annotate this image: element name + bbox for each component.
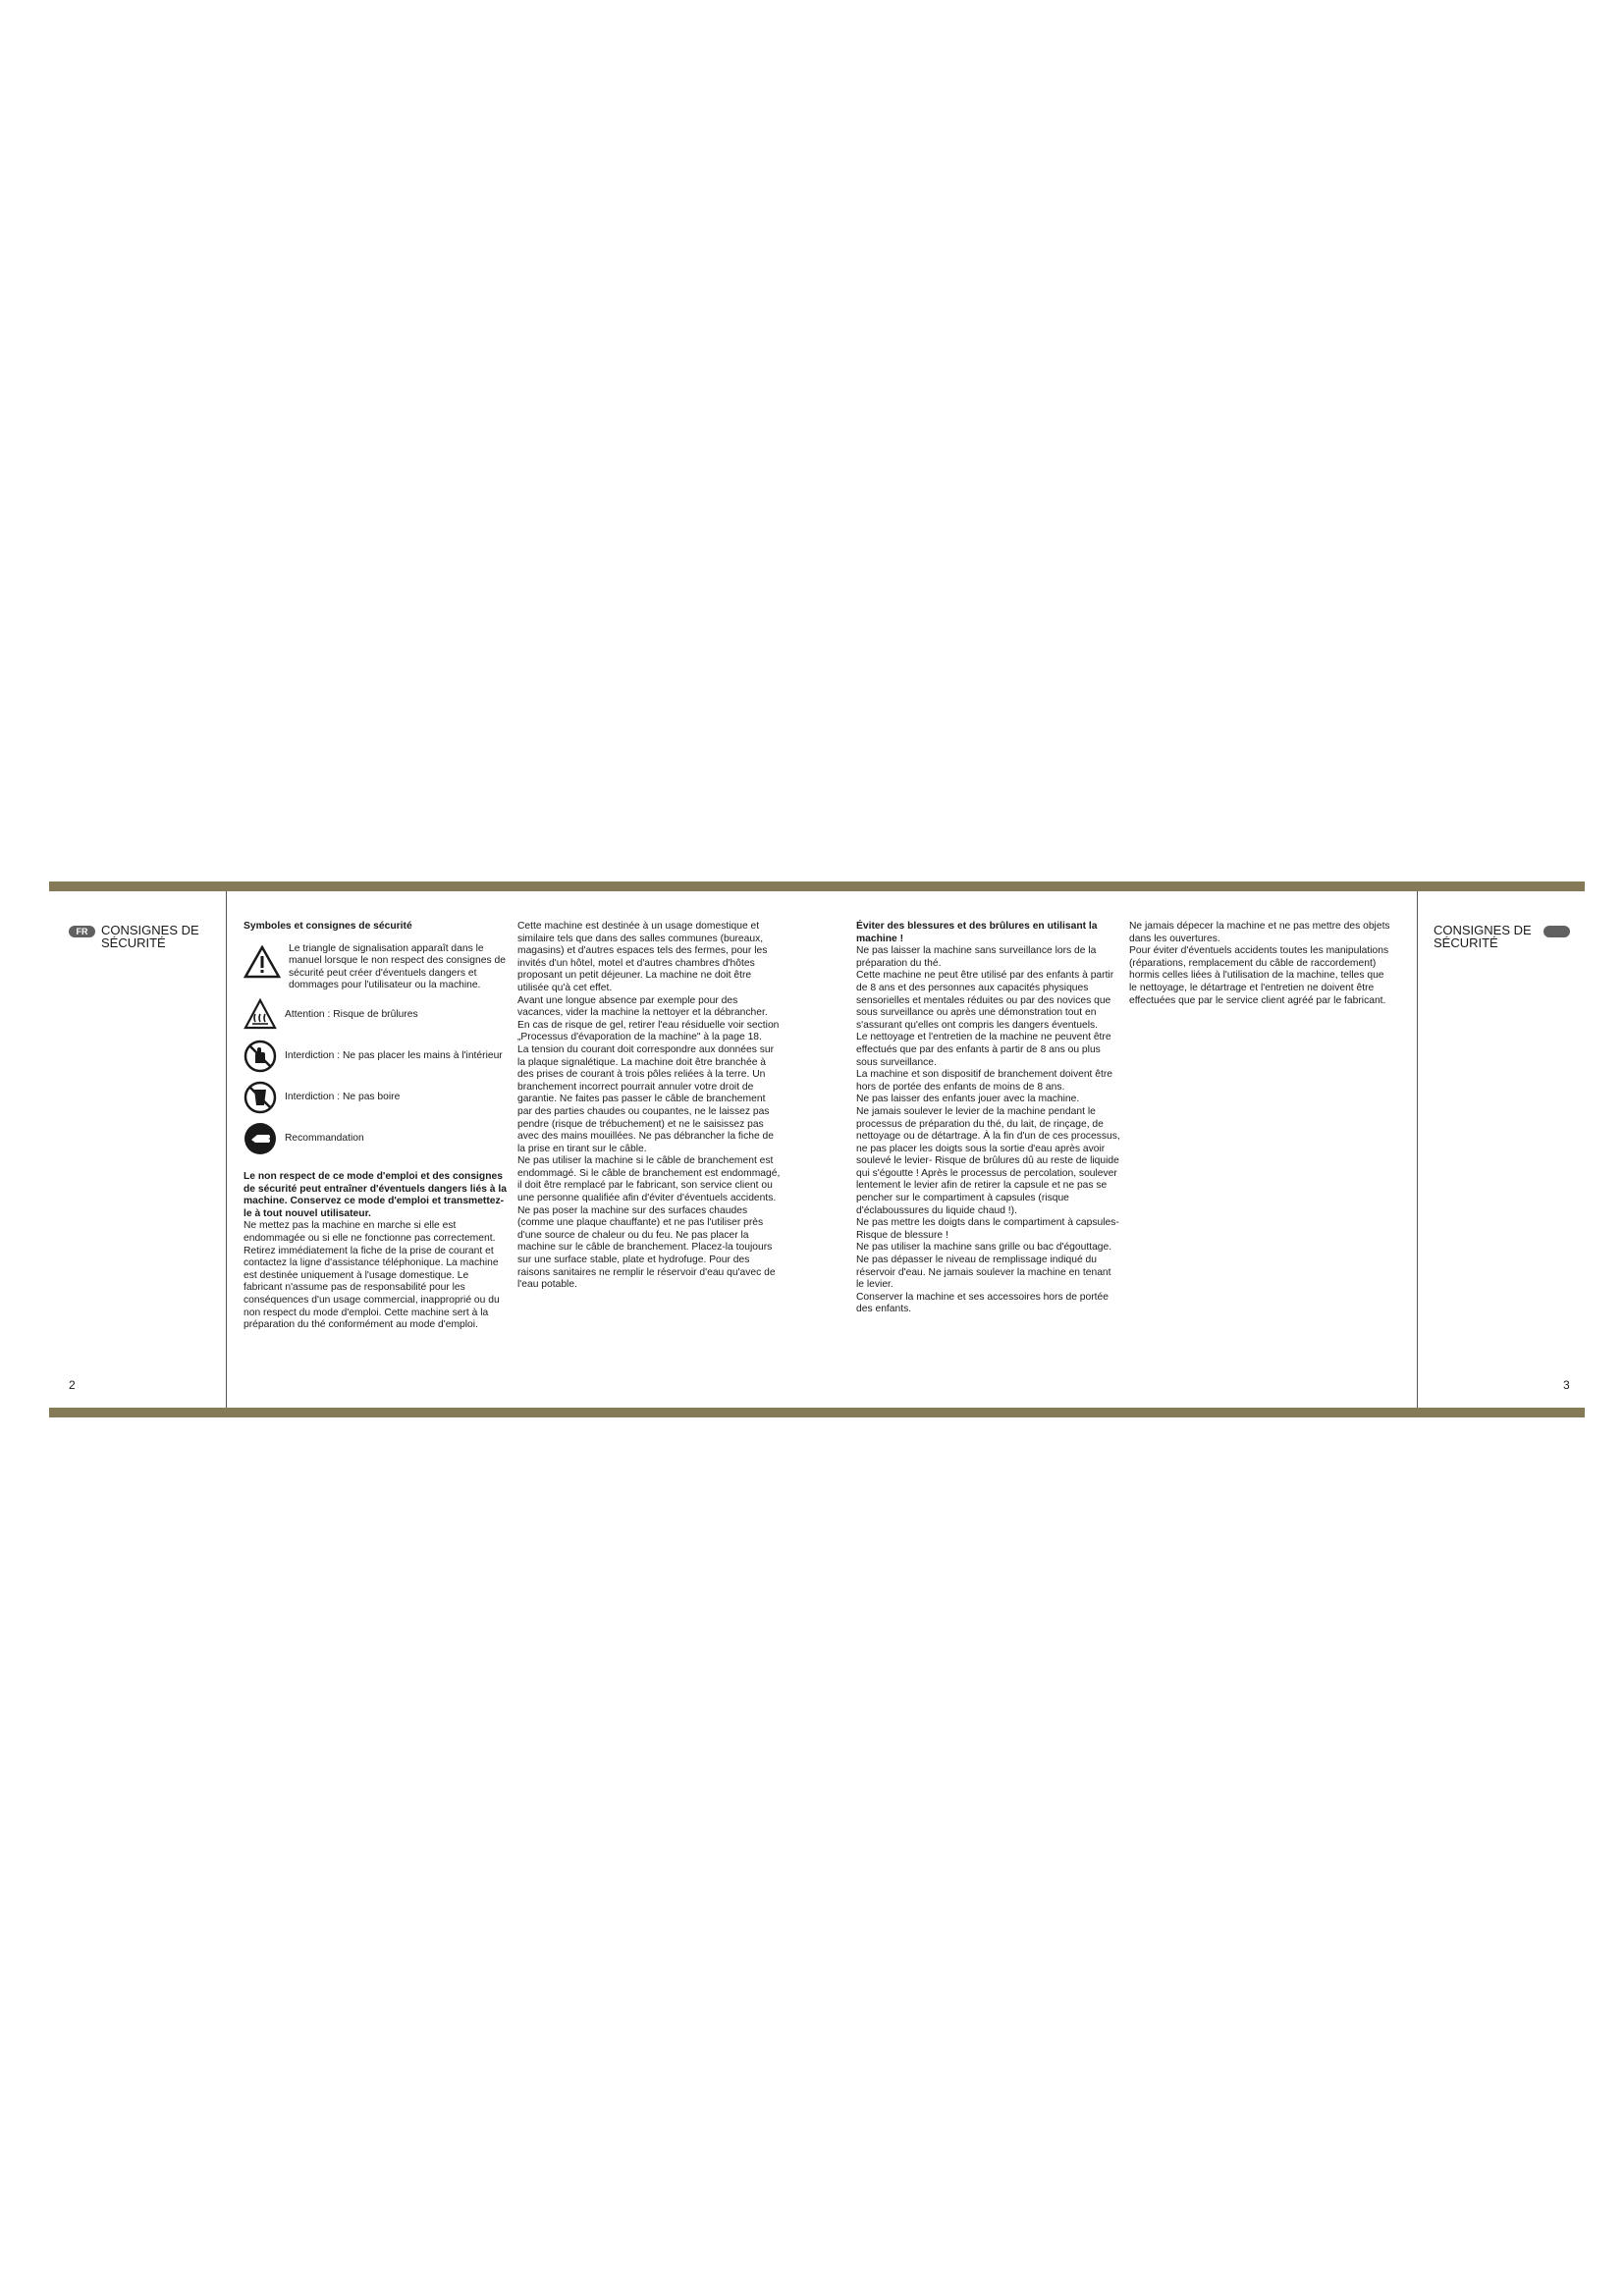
paragraph: Le nettoyage et l'entretien de la machine ne peuvent être effectués que par des enfants à partir de 8 ans ou plus sous surveillance. — [856, 1032, 1111, 1068]
left-section-header — [69, 925, 216, 949]
section-title-line2: SÉCURITÉ — [101, 934, 166, 950]
paragraph: Ne jamais dépecer la machine et ne pas mettre des objets dans les ouvertures. — [1129, 921, 1390, 944]
right-section-header — [1434, 925, 1581, 949]
bold-warning: Le non respect de ce mode d'emploi et des consignes de sécurité peut entraîner d'éventuels dangers liés à la machine. Conservez ce mode d'emploi et transmettez-le à tout nouvel utilisateur. — [244, 1170, 507, 1219]
paragraph: Ne jamais soulever le levier de la machine pendant le processus de préparation du thé, du lait, de rinçage, de nettoyage ou de détartrage. À la fin d'un de ces processus, ne pas placer les doigts sous la sortie d'eau après avoir soulevé le levier- Risque de brûlures dû au reste de liquide qui s'égoutte ! Après le processus de percolation, soulever lentement le levier afin de retirer la capsule et ne pas se pencher sur le compartiment à capsules (risque d'éclaboussures du liquide chaud !). — [856, 1105, 1120, 1216]
language-badge: FR — [69, 926, 95, 937]
paragraph: Ne pas mettre les doigts dans le compartiment à capsules- Risque de blessure ! — [856, 1217, 1119, 1241]
no-hands-icon — [244, 1040, 277, 1073]
section-title-line1: CONSIGNES DE — [1434, 923, 1532, 937]
column-2 — [517, 921, 783, 1292]
top-accent-bar — [49, 881, 1585, 891]
column-4 — [1129, 921, 1394, 1007]
section-title-line1: CONSIGNES DE — [101, 923, 199, 937]
column-1 — [244, 921, 507, 1332]
symbol-label: Interdiction : Ne pas placer les mains à l'intérieur — [285, 1049, 503, 1061]
bottom-accent-bar — [49, 1408, 1585, 1417]
paragraph: Ne pas poser la machine sur des surfaces chaudes (comme une plaque chauffante) et ne pas l'utiliser près d'une source de chaleur ou du feu. Ne pas placer la machine sur le câble de branchement. Placez-la toujours sur une surface stable, plate et hydrofuge. Pour des raisons sanitaires ne remplir le réservoir d'eau qu'avec de l'eau potable. — [517, 1204, 776, 1291]
column-3 — [856, 921, 1121, 1316]
right-page-divider — [1417, 891, 1418, 1408]
symbol-row — [244, 998, 507, 1032]
symbol-row — [244, 1081, 507, 1114]
symbols-heading: Symboles et consignes de sécurité — [244, 921, 412, 932]
paragraph: Ne pas utiliser la machine sans grille ou bac d'égouttage. Ne pas dépasser le niveau de remplissage indiqué du réservoir d'eau. Ne jamais soulever la machine en tenant le levier. — [856, 1242, 1112, 1291]
paragraph: Avant une longue absence par exemple pour des vacances, vider la machine la nettoyer et la débrancher. En cas de risque de gel, retirer l'eau résiduelle voir section „Processus d'évaporation de la machine" à la page 18. — [517, 994, 780, 1043]
page-number-left: 2 — [69, 1378, 76, 1392]
language-badge — [1543, 926, 1570, 937]
symbol-label: Interdiction : Ne pas boire — [285, 1091, 401, 1102]
injury-heading: Éviter des blessures et des brûlures en utilisant la machine ! — [856, 921, 1098, 944]
paragraph: Cette machine est destinée à un usage domestique et similaire tels que dans des salles communes (bureaux, magasins) et d'autres espaces tels des fermes, pour les invités d'un hôtel, motel et d'autres chambres d'hôtes proposant un petit déjeuner. La machine ne doit être utilisée qu'à cet effet. — [517, 921, 768, 993]
page-number-right: 3 — [1563, 1378, 1570, 1392]
hot-surface-icon — [244, 998, 277, 1032]
symbol-row — [244, 1122, 507, 1155]
warning-triangle-block — [244, 943, 507, 992]
paragraph: Ne pas laisser des enfants jouer avec la machine. — [856, 1094, 1080, 1105]
symbol-label: Recommandation — [285, 1132, 364, 1144]
warning-triangle-icon — [244, 945, 281, 979]
paragraph: Conserver la machine et ses accessoires hors de portée des enfants. — [856, 1291, 1109, 1315]
paragraph: Cette machine ne peut être utilisé par des enfants à partir de 8 ans et des personnes aux capacités physiques sensorielles et mentales réduites ou par des novices que sous surveillance ou après une démonstration tout en s'assurant qu'elles ont compris les dangers éventuels. — [856, 970, 1114, 1031]
paragraph: La tension du courant doit correspondre aux données sur la plaque signalétique. La machine doit être branchée à des prises de courant à trois pôles reliées à la terre. Un branchement incorrect pourrait annuler votre droit de garantie. Ne faites pas passer le câble de branchement par des parties chaudes ou coupantes, ne le laissez pas pendre (risque de trébuchement) et ne le saisissez pas avec des mains mouillées. Ne pas débrancher la fiche de la prise en tirant sur le câble. — [517, 1043, 775, 1154]
no-drinking-icon — [244, 1081, 277, 1114]
symbol-label: Attention : Risque de brûlures — [285, 1008, 418, 1020]
paragraph: Ne pas laisser la machine sans surveillance lors de la préparation du thé. — [856, 945, 1097, 969]
section-title-line2: SÉCURITÉ — [1434, 934, 1498, 950]
left-page-divider — [226, 891, 227, 1408]
paragraph: Ne pas utiliser la machine si le câble de branchement est endommagé. Si le câble de branchement est endommagé, il doit être remplacé par le fabricant, son service client ou une personne qualifiée afin d'éviter d'éventuels accidents. — [517, 1155, 781, 1204]
column-1-body: Ne mettez pas la machine en marche si elle est endommagée ou si elle ne fonctionne pas correctement. Retirez immédiatement la fiche de la prise de courant et contactez la ligne d'assistance téléphonique. La machine est destinée uniquement à l'usage domestique. Le fabricant n'assume pas de responsabilité pour les conséquences d'un usage commercial, inapproprié ou du non respect du mode d'emploi. Cette machine sert à la préparation du thé conformément au mode d'emploi. — [244, 1220, 500, 1331]
symbol-row — [244, 1040, 507, 1073]
triangle-text: Le triangle de signalisation apparaît dans le manuel lorsque le non respect des consignes de sécurité peut créer d'éventuels dangers et dommages pour l'utilisateur ou la machine. — [289, 942, 506, 991]
paragraph: Pour éviter d'éventuels accidents toutes les manipulations (réparations, remplacement du câble de raccordement) hormis celles liées à l'utilisation de la machine, telles que le nettoyage, le détartrage et l'entretien ne doivent être effectuées que par le service client agréé par le fabricant. — [1129, 945, 1389, 1006]
recommendation-icon — [244, 1122, 277, 1155]
paragraph: La machine et son dispositif de branchement doivent être hors de portée des enfants de moins de 8 ans. — [856, 1069, 1113, 1093]
